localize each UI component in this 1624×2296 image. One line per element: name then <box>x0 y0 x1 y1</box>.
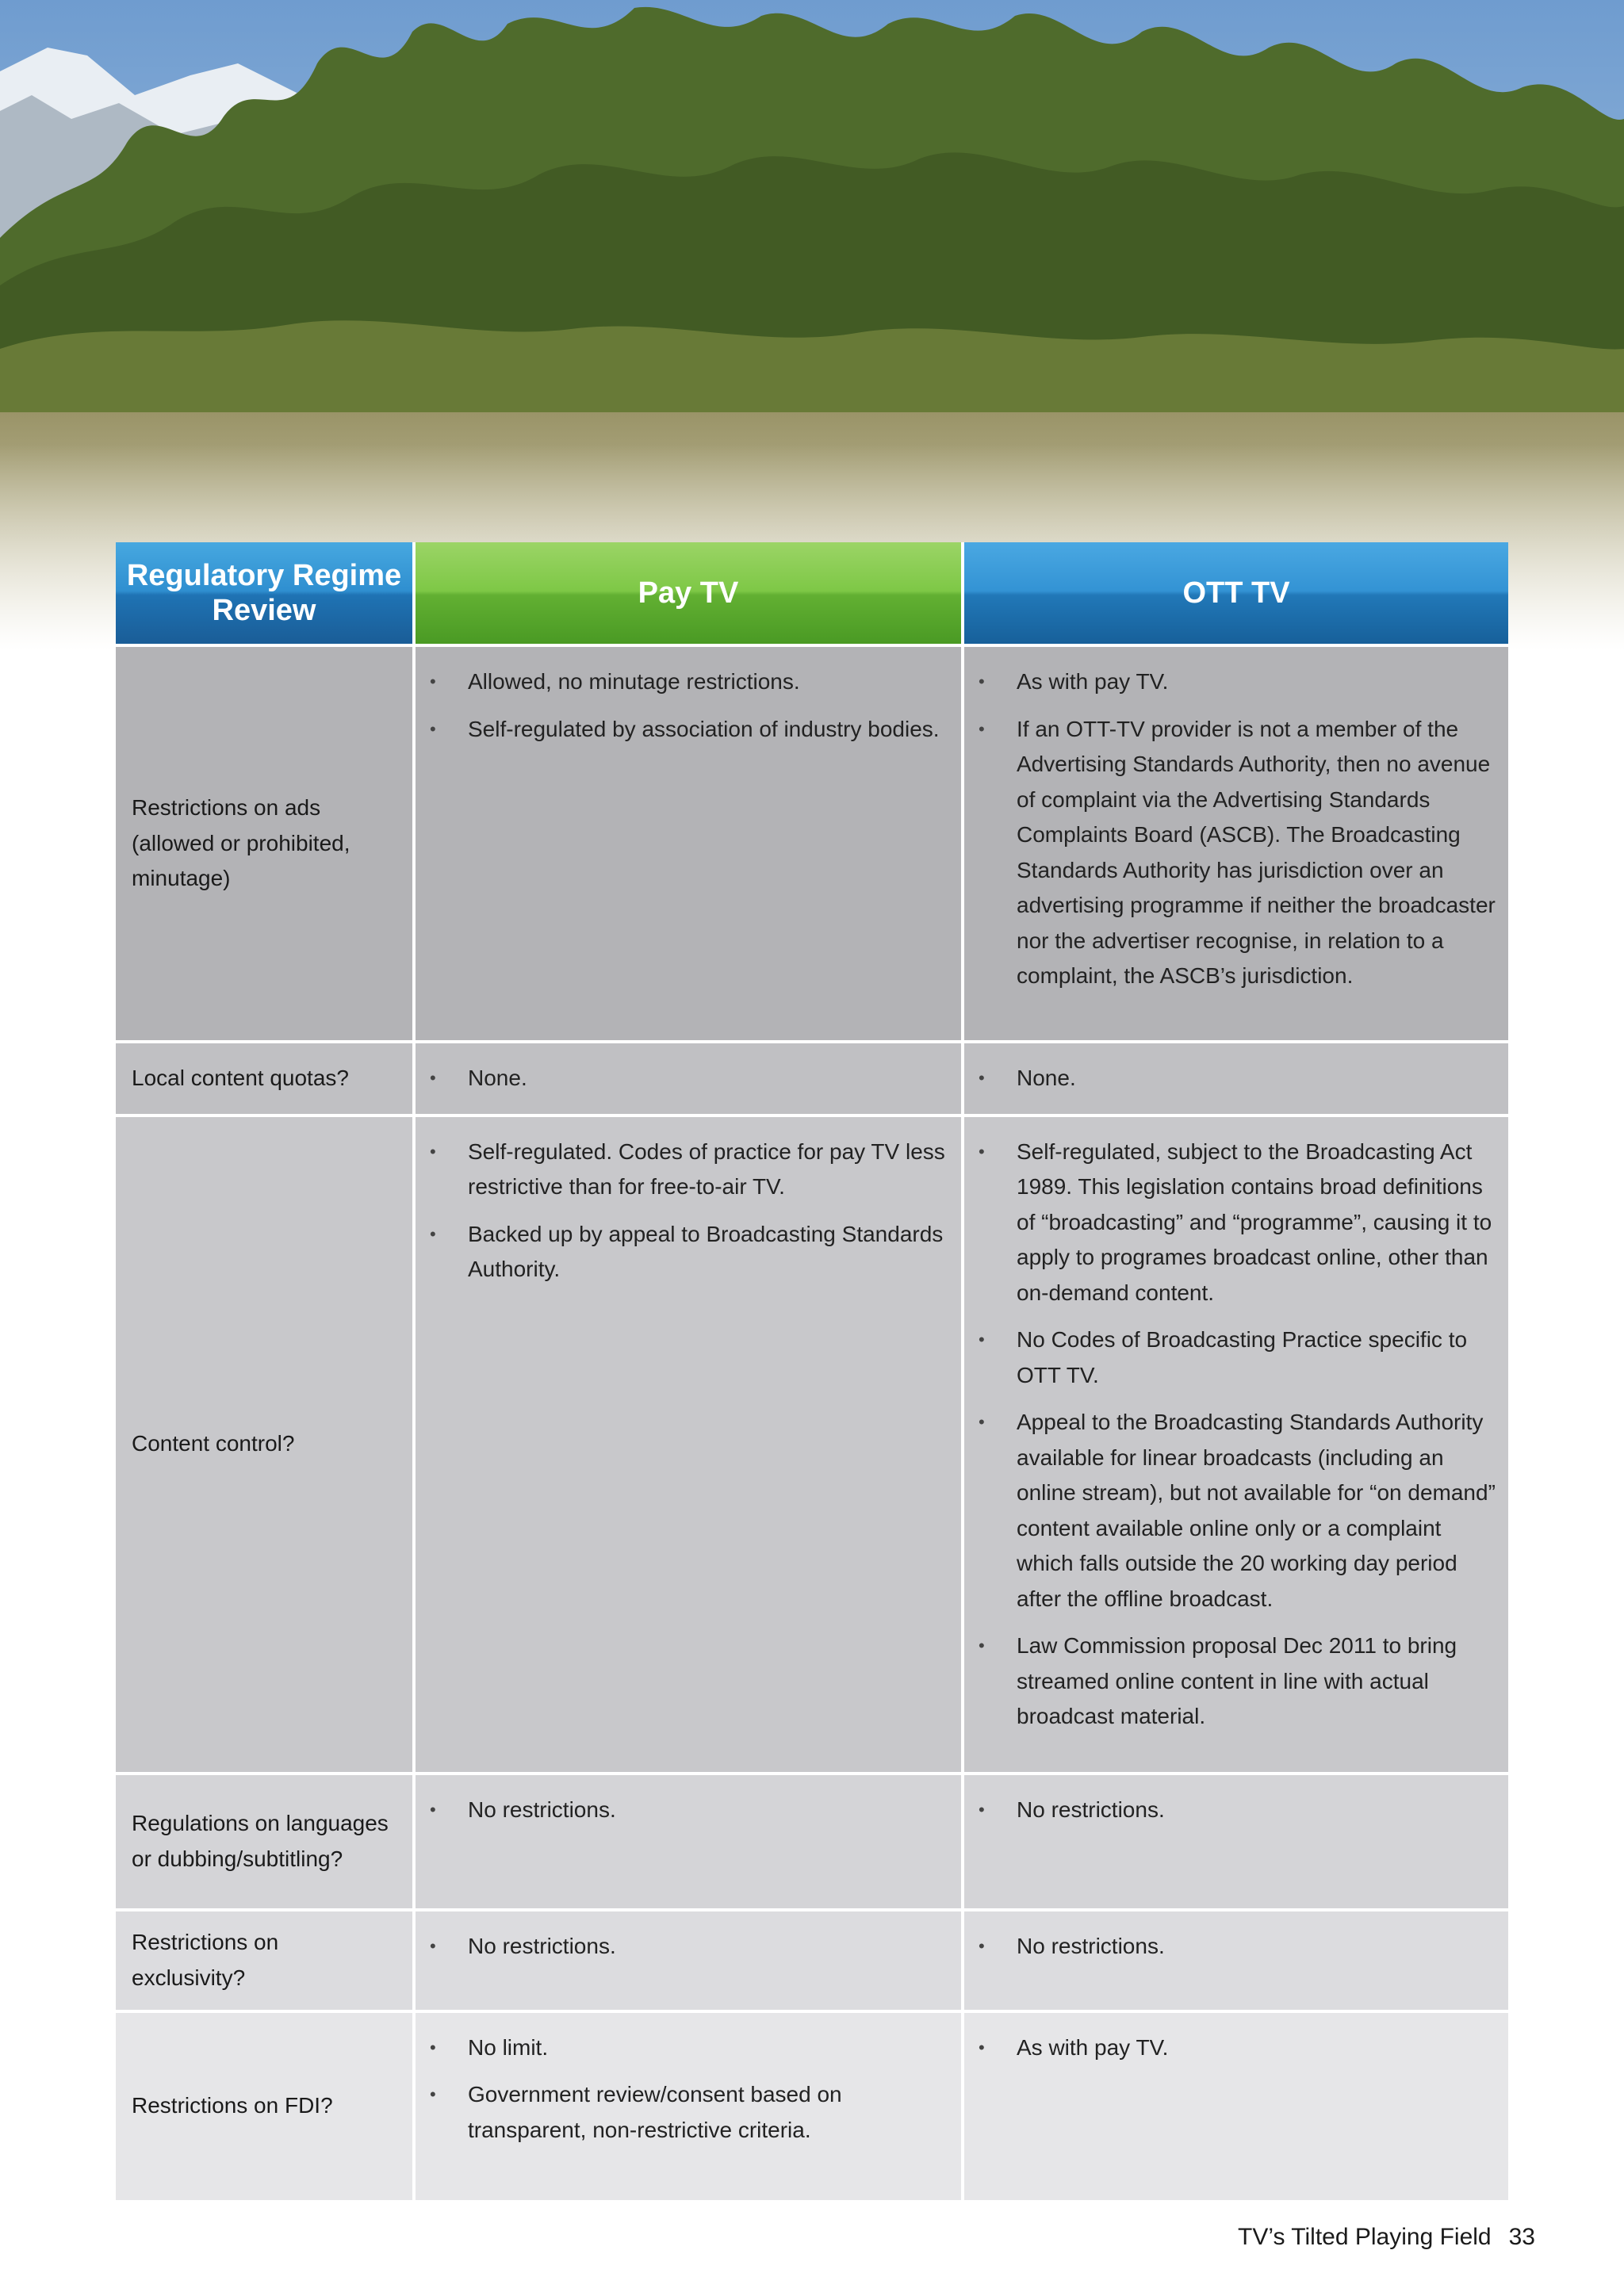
row-label: Regulations on languages or dubbing/subtitling? <box>116 1772 412 1908</box>
header-pay-tv: Pay TV <box>412 542 961 644</box>
list-item: • Self-regulated by association of industry bodies. <box>416 712 950 748</box>
ott-tv-cell <box>961 644 1508 1040</box>
ott-tv-cell <box>961 1908 1508 2010</box>
list-item: • As with pay TV. <box>964 2030 1497 2066</box>
header-ott-tv: OTT TV <box>961 542 1508 644</box>
table-row <box>116 1114 1508 1772</box>
list-item: • If an OTT-TV provider is not a member of the Advertising Standards Authority, then no avenue of complaint via the Advertising Standards Complaints Board (ASCB). The Broadcasting Standards Authority has jurisdiction over an advertising programme if neither the broadcaster nor the advertiser recognise, in relation to a complaint, the ASCB’s jurisdiction. <box>964 712 1497 994</box>
table-row <box>116 2010 1508 2200</box>
ott-tv-cell <box>961 1114 1508 1772</box>
pay-tv-cell <box>412 644 961 1040</box>
list-item: • No limit. <box>416 2030 950 2066</box>
list-item: • No restrictions. <box>416 1793 950 1828</box>
table-row <box>116 1772 1508 1908</box>
row-label: Restrictions on FDI? <box>116 2010 412 2200</box>
ott-tv-cell <box>961 1772 1508 1908</box>
list-item: • No restrictions. <box>964 1793 1497 1828</box>
list-item: • Allowed, no minutage restrictions. <box>416 664 950 700</box>
page-footer <box>1238 2224 1535 2251</box>
list-item: • None. <box>964 1061 1497 1096</box>
pay-tv-cell <box>412 1772 961 1908</box>
row-label: Restrictions on ads (allowed or prohibited, minutage) <box>116 644 412 1040</box>
ott-tv-cell <box>961 2010 1508 2200</box>
page-number: 33 <box>1508 2224 1535 2250</box>
row-label: Local content quotas? <box>116 1040 412 1114</box>
table-row <box>116 644 1508 1040</box>
list-item: • Law Commission proposal Dec 2011 to bring streamed online content in line with actual broadcast material. <box>964 1628 1497 1735</box>
list-item: • Appeal to the Broadcasting Standards Authority available for linear broadcasts (including an online stream), but not available for “on demand” content available online only or a complaint which falls outside the 20 working day period after the offline broadcast. <box>964 1405 1497 1617</box>
list-item: • As with pay TV. <box>964 664 1497 700</box>
table-header-row <box>116 542 1508 644</box>
table-row <box>116 1908 1508 2010</box>
footer-title: TV’s Tilted Playing Field <box>1238 2224 1492 2250</box>
row-label: Content control? <box>116 1114 412 1772</box>
list-item: • Backed up by appeal to Broadcasting Standards Authority. <box>416 1217 950 1288</box>
list-item: • Self-regulated. Codes of practice for pay TV less restrictive than for free-to-air TV. <box>416 1135 950 1205</box>
header-regulatory-regime: Regulatory Regime Review <box>116 542 412 644</box>
list-item: • No restrictions. <box>416 1929 950 1965</box>
regulatory-review-table <box>116 542 1508 2200</box>
ott-tv-cell <box>961 1040 1508 1114</box>
list-item: • Government review/consent based on transparent, non-restrictive criteria. <box>416 2077 950 2148</box>
table-row <box>116 1040 1508 1114</box>
list-item: • No restrictions. <box>964 1929 1497 1965</box>
row-label: Restrictions on exclusivity? <box>116 1908 412 2010</box>
list-item: • None. <box>416 1061 950 1096</box>
pay-tv-cell <box>412 1114 961 1772</box>
list-item: • Self-regulated, subject to the Broadcasting Act 1989. This legislation contains broad definitions of “broadcasting” and “programme”, causing it to apply to programes broadcast online, other than on-demand content. <box>964 1135 1497 1311</box>
pay-tv-cell <box>412 2010 961 2200</box>
pay-tv-cell <box>412 1908 961 2010</box>
list-item: • No Codes of Broadcasting Practice specific to OTT TV. <box>964 1322 1497 1393</box>
pay-tv-cell <box>412 1040 961 1114</box>
